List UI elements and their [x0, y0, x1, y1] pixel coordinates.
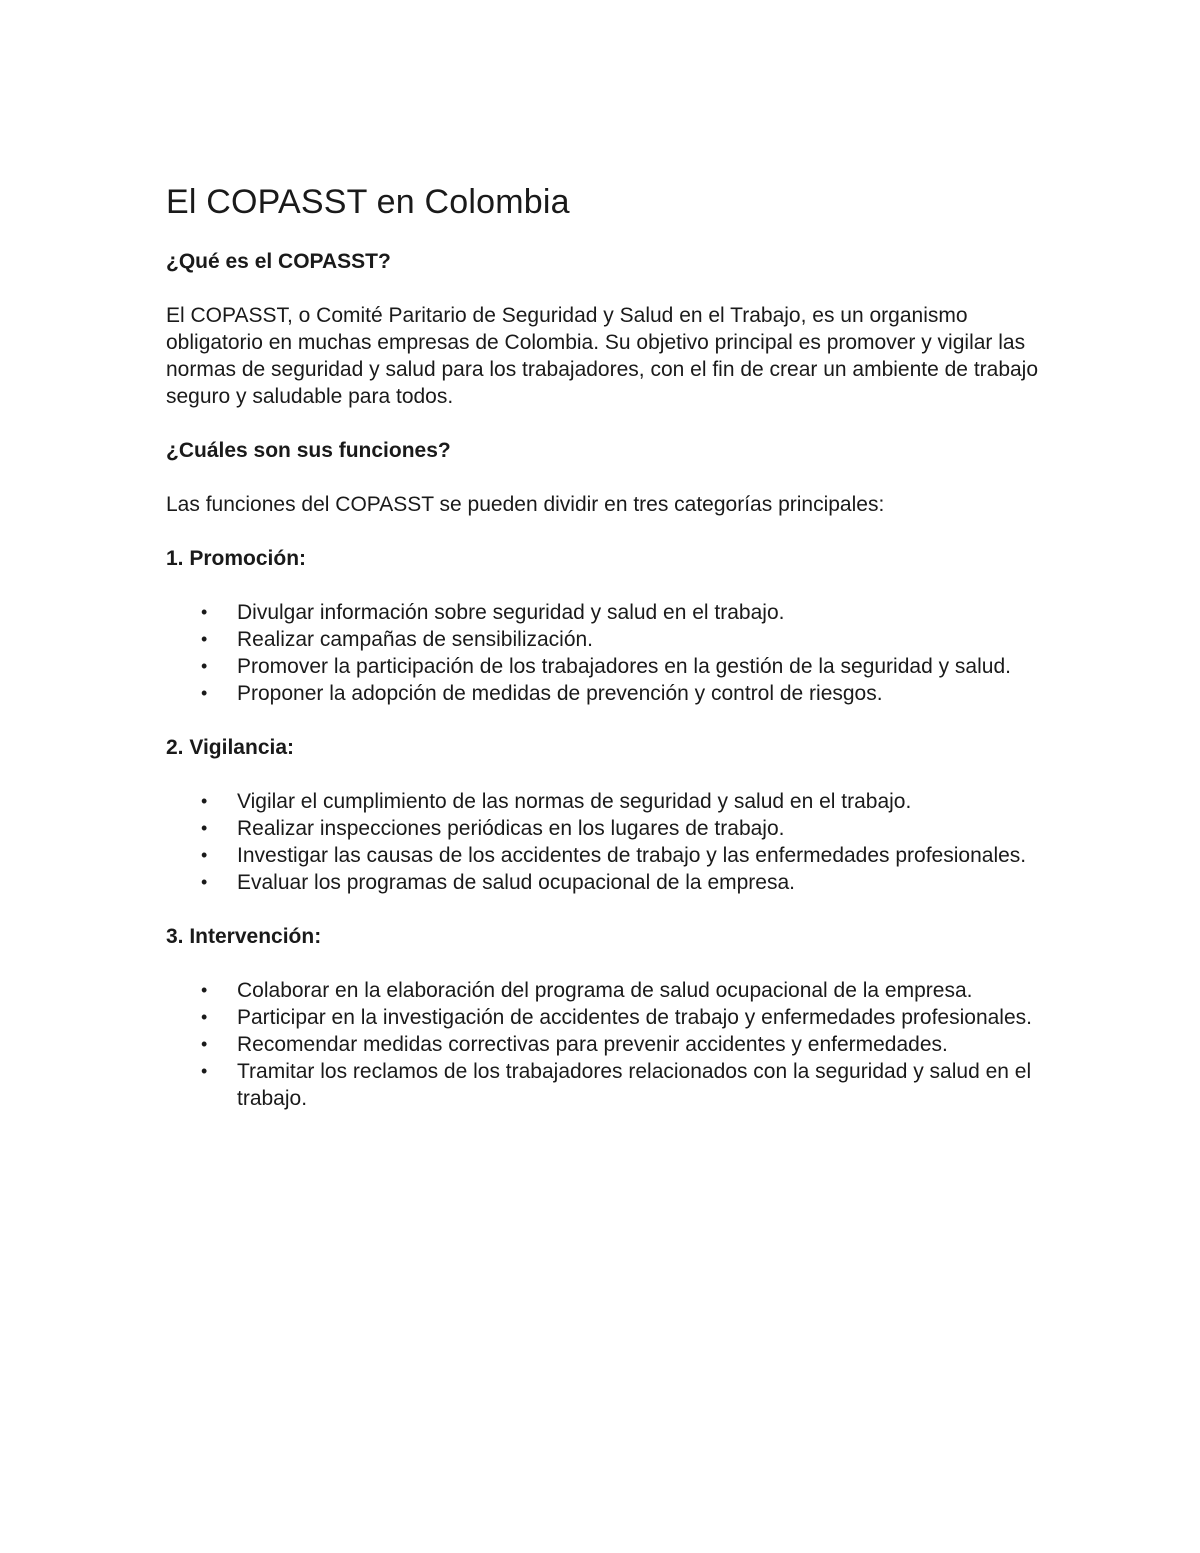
list-item-text: Investigar las causas de los accidentes de trabajo y las enfermedades profesionales. [237, 844, 1027, 867]
list-item-text: Vigilar el cumplimiento de las normas de seguridad y salud en el trabajo. [237, 790, 912, 813]
bullet-icon: • [201, 683, 208, 703]
what-paragraph: El COPASST, o Comité Paritario de Seguridad y Salud en el Trabajo, es un organismo obligatorio en muchas empresas de Colombia. Su objetivo principal es promover y vigilar las normas de seguridad y salud para los trabajadores, con el fin de crear un ambiente de trabajo seguro y saludable para todos. [166, 304, 1039, 408]
bullet-icon: • [201, 980, 208, 1000]
list-item [166, 626, 1046, 653]
promocion-list [166, 599, 1046, 707]
list-item-text: Evaluar los programas de salud ocupacional de la empresa. [237, 871, 795, 894]
list-item-text: Divulgar información sobre seguridad y salud en el trabajo. [237, 601, 785, 624]
section-heading-what: ¿Qué es el COPASST? [166, 250, 391, 273]
list-item [166, 653, 1046, 680]
list-item-text: Colaborar en la elaboración del programa de salud ocupacional de la empresa. [237, 979, 973, 1002]
list-item-text: Realizar campañas de sensibilización. [237, 628, 594, 651]
bullet-icon: • [201, 818, 208, 838]
section-heading-functions: ¿Cuáles son sus funciones? [166, 439, 451, 462]
bullet-icon: • [201, 791, 208, 811]
list-item [166, 1058, 1046, 1112]
document-title: El COPASST en Colombia [166, 183, 570, 221]
list-item-text: Recomendar medidas correctivas para prevenir accidentes y enfermedades. [237, 1033, 948, 1056]
section-heading-promocion: 1. Promoción: [166, 547, 307, 570]
bullet-icon: • [201, 872, 208, 892]
list-item-text: Participar en la investigación de accidentes de trabajo y enfermedades profesionales. [237, 1006, 1032, 1029]
vigilancia-list [166, 788, 1046, 896]
functions-intro: Las funciones del COPASST se pueden dividir en tres categorías principales: [166, 493, 885, 516]
bullet-icon: • [201, 602, 208, 622]
bullet-icon: • [201, 629, 208, 649]
list-item-text: Promover la participación de los trabajadores en la gestión de la seguridad y salud. [237, 655, 1011, 678]
list-item-text: Realizar inspecciones periódicas en los lugares de trabajo. [237, 817, 785, 840]
section-heading-vigilancia: 2. Vigilancia: [166, 736, 294, 759]
document-page [166, 180, 1046, 1112]
bullet-icon: • [201, 1007, 208, 1027]
intervencion-list [166, 977, 1046, 1112]
list-item [166, 788, 1046, 815]
bullet-icon: • [201, 1034, 208, 1054]
list-item [166, 599, 1046, 626]
section-heading-intervencion: 3. Intervención: [166, 925, 322, 948]
list-item [166, 977, 1046, 1004]
list-item [166, 815, 1046, 842]
list-item [166, 680, 1046, 707]
list-item [166, 1004, 1046, 1031]
list-item [166, 1031, 1046, 1058]
list-item [166, 842, 1046, 869]
list-item-text: Tramitar los reclamos de los trabajadores relacionados con la seguridad y salud en el trabajo. [237, 1060, 1032, 1110]
bullet-icon: • [201, 656, 208, 676]
list-item [166, 869, 1046, 896]
list-item-text: Proponer la adopción de medidas de prevención y control de riesgos. [237, 682, 883, 705]
bullet-icon: • [201, 845, 208, 865]
bullet-icon: • [201, 1061, 208, 1081]
